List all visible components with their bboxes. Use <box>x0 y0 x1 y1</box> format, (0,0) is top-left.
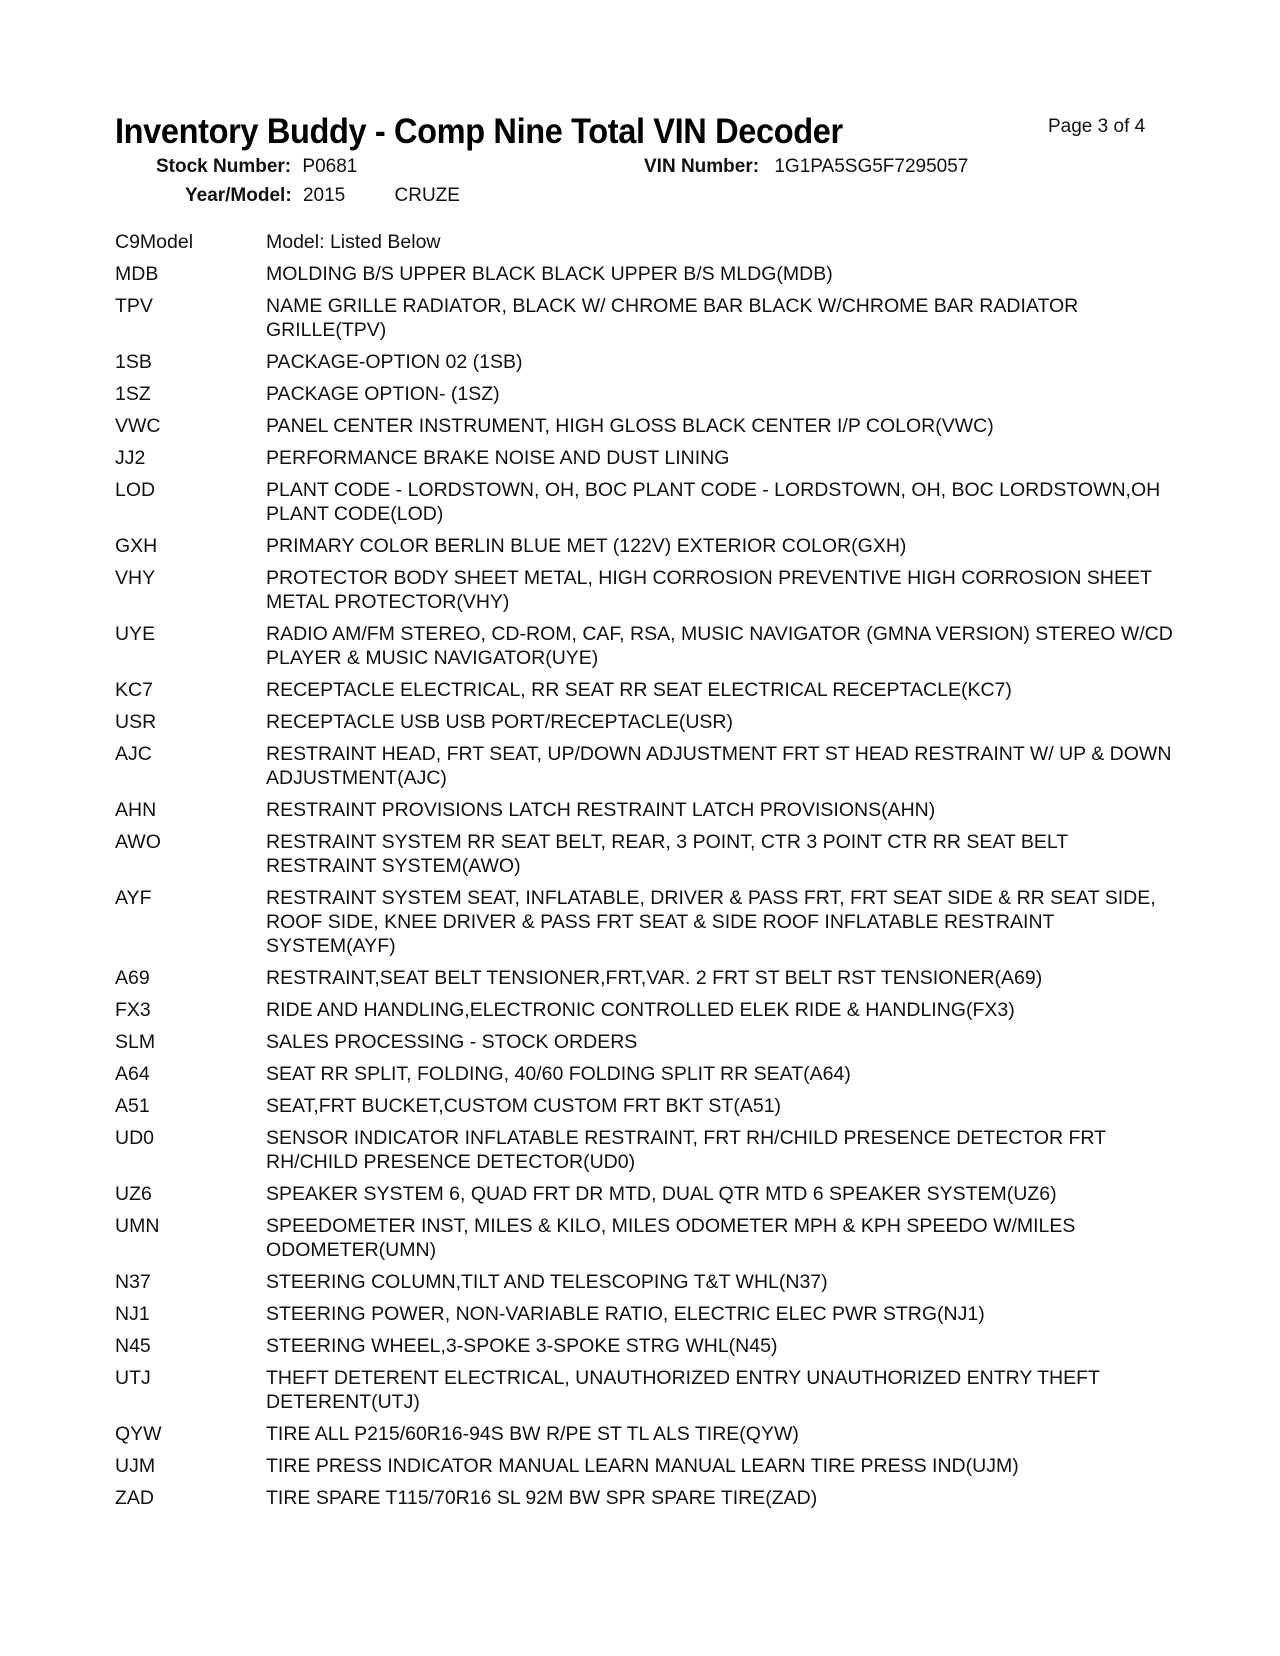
option-code: GXH <box>115 535 158 557</box>
option-description: RESTRAINT,SEAT BELT TENSIONER,FRT,VAR. 2 FRT ST BELT RST TENSIONER(A69) <box>266 967 1043 989</box>
option-row <box>115 1486 1175 1510</box>
option-code: UD0 <box>115 1127 155 1149</box>
option-description: Model: Listed Below <box>266 231 441 253</box>
stock-number-label: Stock Number: <box>156 156 292 177</box>
option-description: PACKAGE OPTION- (1SZ) <box>266 383 500 405</box>
option-code: LOD <box>115 479 156 501</box>
option-code: MDB <box>115 263 159 285</box>
option-row <box>115 1366 1175 1414</box>
option-row <box>115 414 1175 438</box>
option-row <box>115 294 1175 342</box>
option-row <box>115 1302 1175 1326</box>
option-code: AWO <box>115 831 161 853</box>
option-code: N45 <box>115 1335 151 1357</box>
option-row <box>115 710 1175 734</box>
option-row <box>115 966 1175 990</box>
option-description: PANEL CENTER INSTRUMENT, HIGH GLOSS BLACK CENTER I/P COLOR(VWC) <box>266 415 994 437</box>
option-row <box>115 446 1175 470</box>
option-description: RESTRAINT PROVISIONS LATCH RESTRAINT LATCH PROVISIONS(AHN) <box>266 799 936 821</box>
option-code: 1SZ <box>115 383 151 405</box>
option-row <box>115 1454 1175 1478</box>
option-code: NJ1 <box>115 1303 150 1325</box>
option-description: PRIMARY COLOR BERLIN BLUE MET (122V) EXTERIOR COLOR(GXH) <box>266 535 907 557</box>
option-row <box>115 478 1175 526</box>
option-code: KC7 <box>115 679 153 701</box>
vin-number-field <box>644 156 968 178</box>
option-row <box>115 262 1175 286</box>
option-code: ZAD <box>115 1487 154 1509</box>
option-description: TIRE PRESS INDICATOR MANUAL LEARN MANUAL LEARN TIRE PRESS IND(UJM) <box>266 1455 1019 1477</box>
option-code: AJC <box>115 743 152 765</box>
option-row <box>115 1334 1175 1358</box>
option-row <box>115 1094 1175 1118</box>
option-description: SALES PROCESSING - STOCK ORDERS <box>266 1031 638 1053</box>
option-code-list <box>115 230 1175 1518</box>
option-description: STEERING POWER, NON-VARIABLE RATIO, ELECTRIC ELEC PWR STRG(NJ1) <box>266 1303 985 1325</box>
option-row <box>115 830 1175 878</box>
option-code: AHN <box>115 799 157 821</box>
option-description: TIRE SPARE T115/70R16 SL 92M BW SPR SPARE TIRE(ZAD) <box>266 1487 818 1509</box>
option-description: MOLDING B/S UPPER BLACK BLACK UPPER B/S MLDG(MDB) <box>266 263 833 285</box>
option-description: THEFT DETERENT ELECTRICAL, UNAUTHORIZED ENTRY UNAUTHORIZED ENTRY THEFT DETERENT(UTJ) <box>266 1367 1100 1413</box>
year-value: 2015 <box>302 185 346 206</box>
option-code: UMN <box>115 1215 160 1237</box>
vin-number-value: 1G1PA5SG5F7295057 <box>774 156 969 177</box>
option-description: RESTRAINT SYSTEM RR SEAT BELT, REAR, 3 POINT, CTR 3 POINT CTR RR SEAT BELT RESTRAINT SYSTEM(AWO) <box>266 831 1068 877</box>
option-code: QYW <box>115 1423 162 1445</box>
option-description: PROTECTOR BODY SHEET METAL, HIGH CORROSION PREVENTIVE HIGH CORROSION SHEET METAL PROTECTOR(VHY) <box>266 567 1152 613</box>
option-code: JJ2 <box>115 447 146 469</box>
option-description: SEAT RR SPLIT, FOLDING, 40/60 FOLDING SPLIT RR SEAT(A64) <box>266 1063 851 1085</box>
option-code: SLM <box>115 1031 156 1053</box>
option-code: TPV <box>115 295 153 317</box>
option-code: UJM <box>115 1455 156 1477</box>
option-code: A51 <box>115 1095 150 1117</box>
model-value: CRUZE <box>394 185 460 206</box>
option-row <box>115 382 1175 406</box>
option-code: VHY <box>115 567 156 589</box>
option-description: RADIO AM/FM STEREO, CD-ROM, CAF, RSA, MUSIC NAVIGATOR (GMNA VERSION) STEREO W/CD PLAYER & MUSIC NAVIGATOR(UYE) <box>266 623 1173 669</box>
option-row <box>115 230 1175 254</box>
option-code: UZ6 <box>115 1183 152 1205</box>
option-description: RECEPTACLE USB USB PORT/RECEPTACLE(USR) <box>266 711 734 733</box>
stock-number-value: P0681 <box>302 156 358 177</box>
option-description: RECEPTACLE ELECTRICAL, RR SEAT RR SEAT ELECTRICAL RECEPTACLE(KC7) <box>266 679 1012 701</box>
option-row <box>115 1270 1175 1294</box>
option-code: UTJ <box>115 1367 151 1389</box>
option-row <box>115 1214 1175 1262</box>
option-row <box>115 1030 1175 1054</box>
vin-number-label: VIN Number: <box>644 156 760 177</box>
option-row <box>115 998 1175 1022</box>
option-description: STEERING WHEEL,3-SPOKE 3-SPOKE STRG WHL(N45) <box>266 1335 778 1357</box>
option-description: PERFORMANCE BRAKE NOISE AND DUST LINING <box>266 447 730 469</box>
option-description: PLANT CODE - LORDSTOWN, OH, BOC PLANT CODE - LORDSTOWN, OH, BOC LORDSTOWN,OH PLANT CODE(LOD) <box>266 479 1161 525</box>
option-row <box>115 678 1175 702</box>
option-description: SENSOR INDICATOR INFLATABLE RESTRAINT, FRT RH/CHILD PRESENCE DETECTOR FRT RH/CHILD PRESENCE DETECTOR(UD0) <box>266 1127 1106 1173</box>
option-description: RESTRAINT HEAD, FRT SEAT, UP/DOWN ADJUSTMENT FRT ST HEAD RESTRAINT W/ UP & DOWN ADJUSTMENT(AJC) <box>266 743 1172 789</box>
option-code: A69 <box>115 967 150 989</box>
option-description: PACKAGE-OPTION 02 (1SB) <box>266 351 523 373</box>
option-description: RESTRAINT SYSTEM SEAT, INFLATABLE, DRIVER & PASS FRT, FRT SEAT SIDE & RR SEAT SIDE, ROOF SIDE, KNEE DRIVER & PASS FRT SEAT & SIDE ROOF INFLATABLE RESTRAINT SYSTEM(AYF) <box>266 887 1156 957</box>
stock-number-field <box>156 156 357 178</box>
option-description: NAME GRILLE RADIATOR, BLACK W/ CHROME BAR BLACK W/CHROME BAR RADIATOR GRILLE(TPV) <box>266 295 1079 341</box>
option-row <box>115 566 1175 614</box>
option-code: VWC <box>115 415 161 437</box>
option-row <box>115 1422 1175 1446</box>
option-row <box>115 1062 1175 1086</box>
option-code: C9Model <box>115 231 194 253</box>
option-description: SEAT,FRT BUCKET,CUSTOM CUSTOM FRT BKT ST(A51) <box>266 1095 782 1117</box>
option-code: UYE <box>115 623 156 645</box>
option-row <box>115 886 1175 958</box>
option-row <box>115 350 1175 374</box>
option-description: RIDE AND HANDLING,ELECTRONIC CONTROLLED ELEK RIDE & HANDLING(FX3) <box>266 999 1015 1021</box>
option-code: N37 <box>115 1271 151 1293</box>
option-description: STEERING COLUMN,TILT AND TELESCOPING T&T WHL(N37) <box>266 1271 828 1293</box>
option-code: USR <box>115 711 157 733</box>
option-row <box>115 622 1175 670</box>
option-description: SPEEDOMETER INST, MILES & KILO, MILES ODOMETER MPH & KPH SPEEDO W/MILES ODOMETER(UMN) <box>266 1215 1076 1261</box>
option-description: TIRE ALL P215/60R16-94S BW R/PE ST TL ALS TIRE(QYW) <box>266 1423 799 1445</box>
option-row <box>115 742 1175 790</box>
option-row <box>115 1182 1175 1206</box>
year-model-label: Year/Model: <box>185 185 292 206</box>
option-code: AYF <box>115 887 152 909</box>
option-code: FX3 <box>115 999 151 1021</box>
option-code: A64 <box>115 1063 150 1085</box>
document-title: Inventory Buddy - Comp Nine Total VIN Decoder <box>115 112 843 151</box>
option-row <box>115 534 1175 558</box>
option-row <box>115 798 1175 822</box>
option-row <box>115 1126 1175 1174</box>
year-model-field <box>185 185 460 207</box>
option-description: SPEAKER SYSTEM 6, QUAD FRT DR MTD, DUAL QTR MTD 6 SPEAKER SYSTEM(UZ6) <box>266 1183 1057 1205</box>
page-indicator: Page 3 of 4 <box>1048 116 1146 137</box>
option-code: 1SB <box>115 351 152 373</box>
